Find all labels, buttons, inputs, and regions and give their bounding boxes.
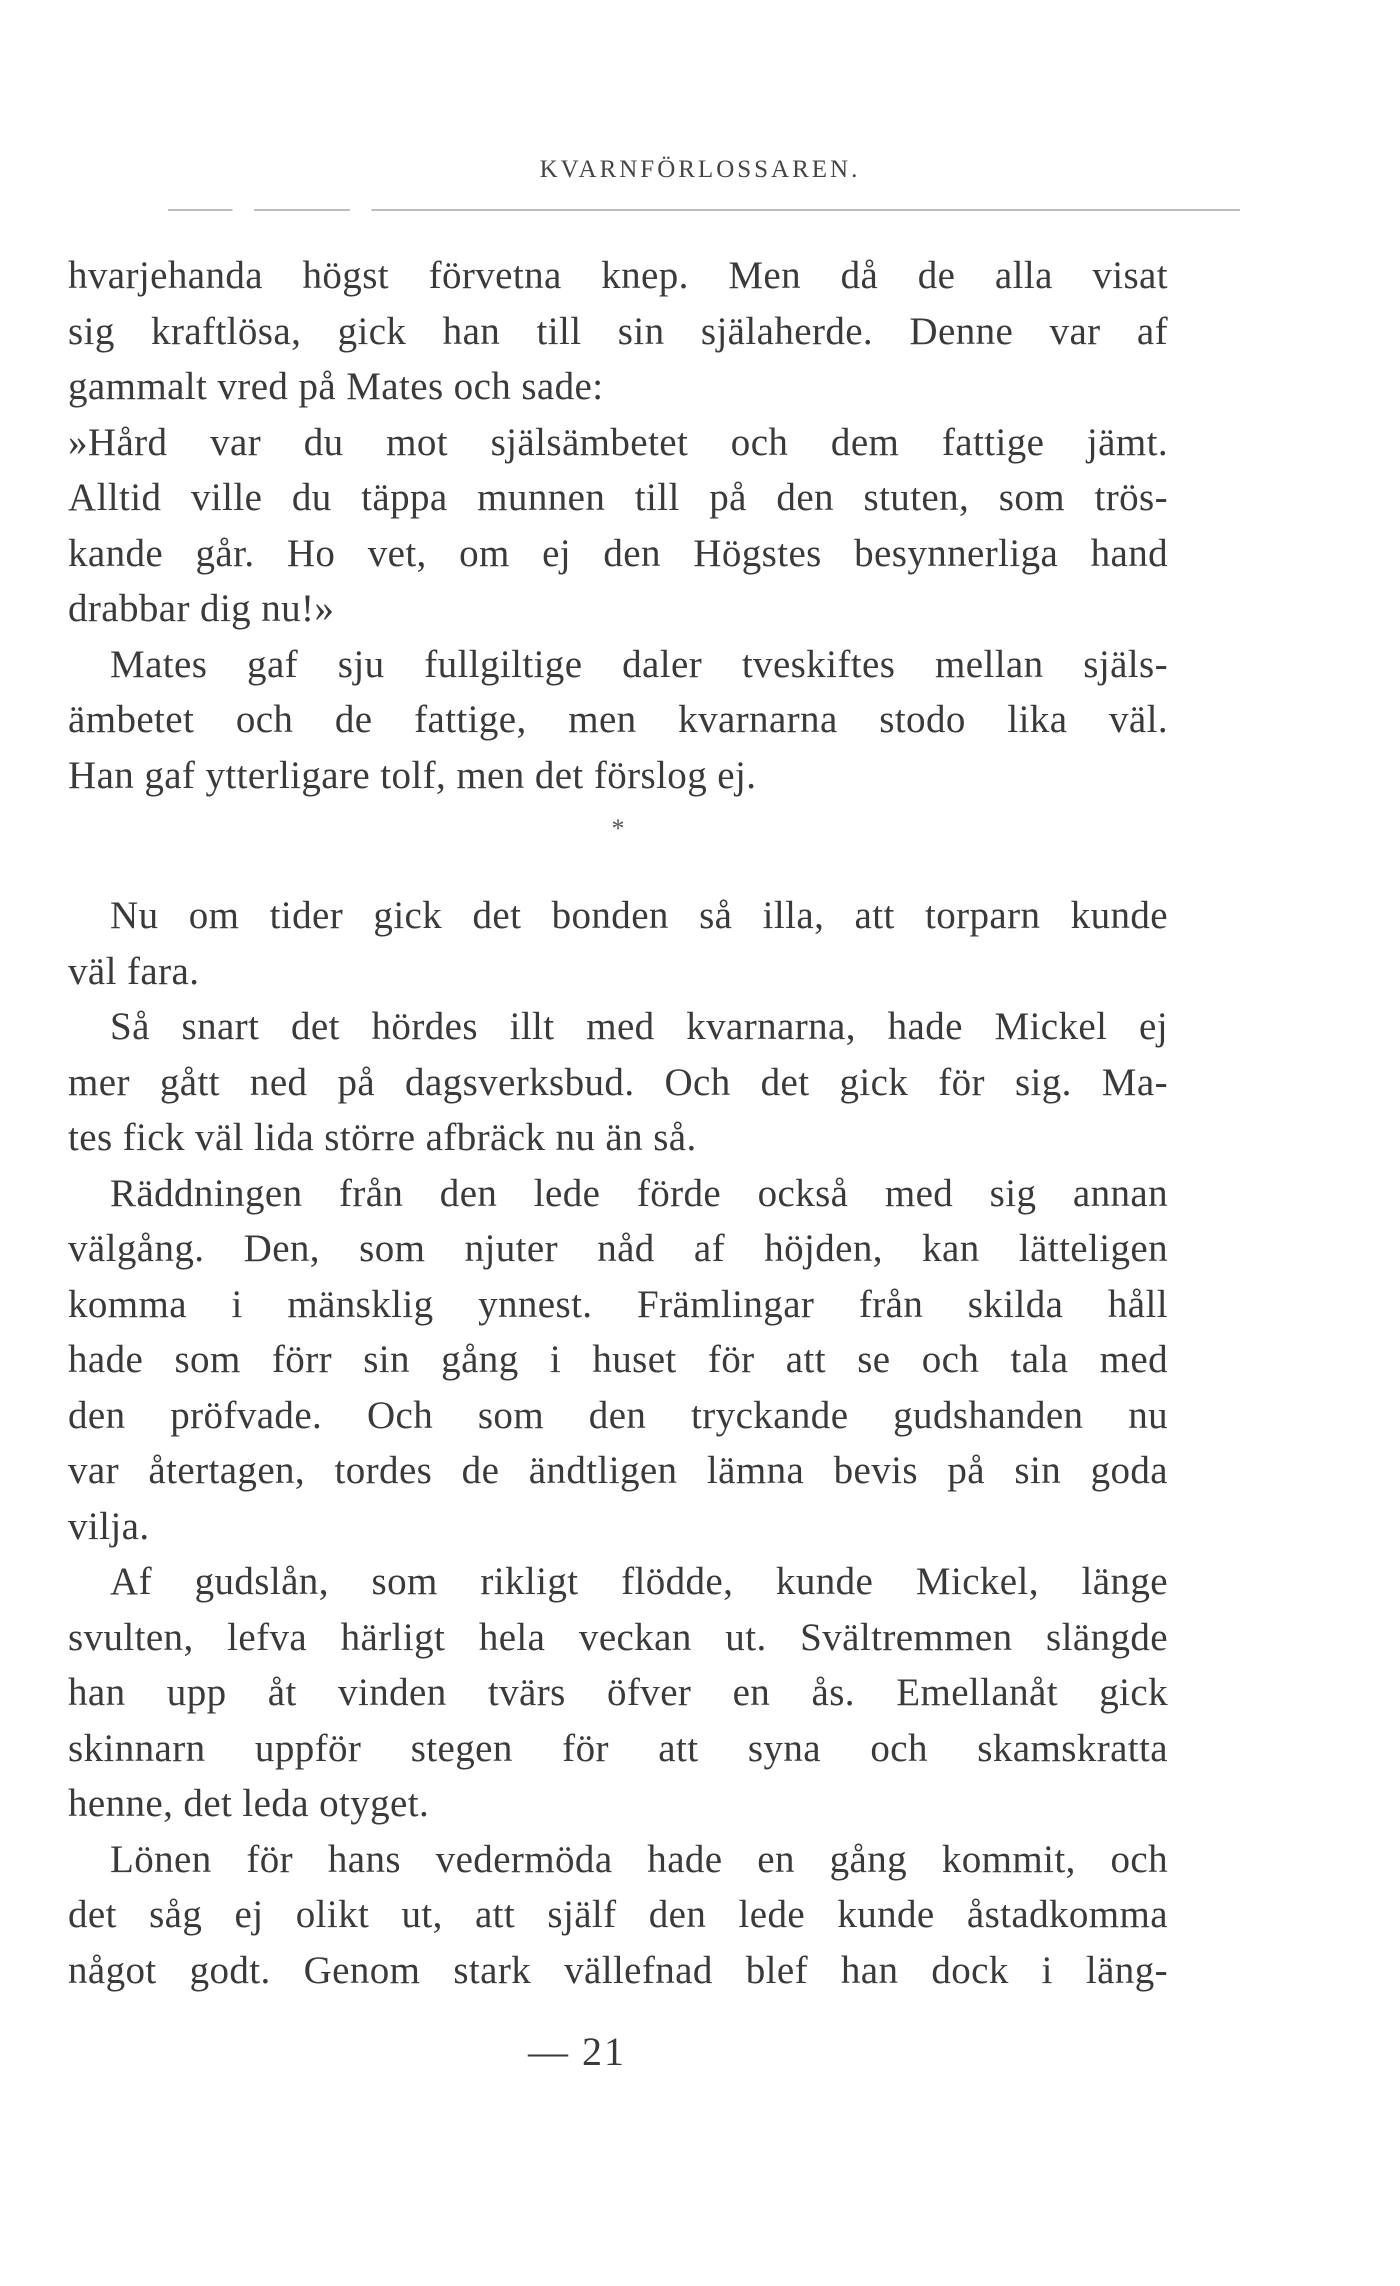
text-line: henne, det leda otyget. <box>68 1782 430 1825</box>
text-line: Lönen för hans vedermöda hade en gång kommit, och <box>110 1837 1168 1881</box>
text-line: kande går. Ho vet, om ej den Högstes besynnerliga hand <box>68 531 1168 575</box>
text-line: »Hård var du mot själsämbetet och dem fattige jämt. <box>68 420 1168 464</box>
text-block-top <box>68 248 1168 803</box>
text-line: skinnarn uppför stegen för att syna och skamskratta <box>68 1726 1168 1770</box>
text-line: Han gaf ytterligare tolf, men det förslog ej. <box>68 753 757 797</box>
text-line: drabbar dig nu!» <box>68 587 335 630</box>
text-line: något godt. Genom stark vällefnad blef han dock i läng- <box>68 1948 1168 1992</box>
text-line: väl fara. <box>68 949 200 993</box>
text-line: Räddningen från den lede förde också med sig annan <box>110 1171 1168 1215</box>
text-line: ämbetet och de fattige, men kvarnarna stodo lika väl. <box>68 698 1168 741</box>
running-head: KVARNFÖRLOSSAREN. <box>539 156 861 183</box>
text-line: Mates gaf sju fullgiltige daler tveskiftes mellan själs- <box>110 642 1168 686</box>
text-line: det såg ej olikt ut, att själf den lede kunde åstadkomma <box>68 1893 1168 1936</box>
text-line: mer gått ned på dagsverksbud. Och det gick för sig. Ma- <box>68 1060 1168 1104</box>
text-line: hade som förr sin gång i huset för att se och tala med <box>68 1338 1168 1381</box>
text-line: komma i mänsklig ynnest. Främlingar från skilda håll <box>68 1282 1168 1326</box>
text-line: Så snart det hördes illt med kvarnarna, hade Mickel ej <box>110 1005 1168 1048</box>
page-number: — 21 <box>528 2029 626 2074</box>
text-line: tes fick väl lida större afbräck nu än så. <box>68 1116 697 1159</box>
text-line: vilja. <box>68 1504 150 1548</box>
text-line: gammalt vred på Mates och sade: <box>68 365 604 408</box>
text-line: välgång. Den, som njuter nåd af höjden, kan lätteligen <box>68 1227 1168 1270</box>
text-line: han upp åt vinden tvärs öfver en ås. Emellanåt gick <box>68 1671 1168 1714</box>
text-line: Af gudslån, som rikligt flödde, kunde Mickel, länge <box>110 1560 1168 1603</box>
text-line: sig kraftlösa, gick han till sin själaherde. Denne var af <box>68 309 1168 353</box>
section-break-asterisk: * <box>611 814 625 843</box>
text-line: Nu om tider gick det bonden så illa, att torparn kunde <box>110 894 1168 937</box>
text-line: var återtagen, tordes de ändtligen lämna bevis på sin goda <box>68 1449 1168 1492</box>
text-line: Alltid ville du täppa munnen till på den stuten, som trös- <box>68 476 1168 519</box>
text-line: svulten, lefva härligt hela veckan ut. Svältremmen slängde <box>68 1615 1168 1659</box>
text-line: den pröfvade. Och som den tryckande gudshanden nu <box>68 1393 1168 1437</box>
header-rule <box>168 209 1240 211</box>
text-block-bottom <box>68 888 1168 1998</box>
text-line: hvarjehanda högst förvetna knep. Men då de alla visat <box>68 254 1168 297</box>
